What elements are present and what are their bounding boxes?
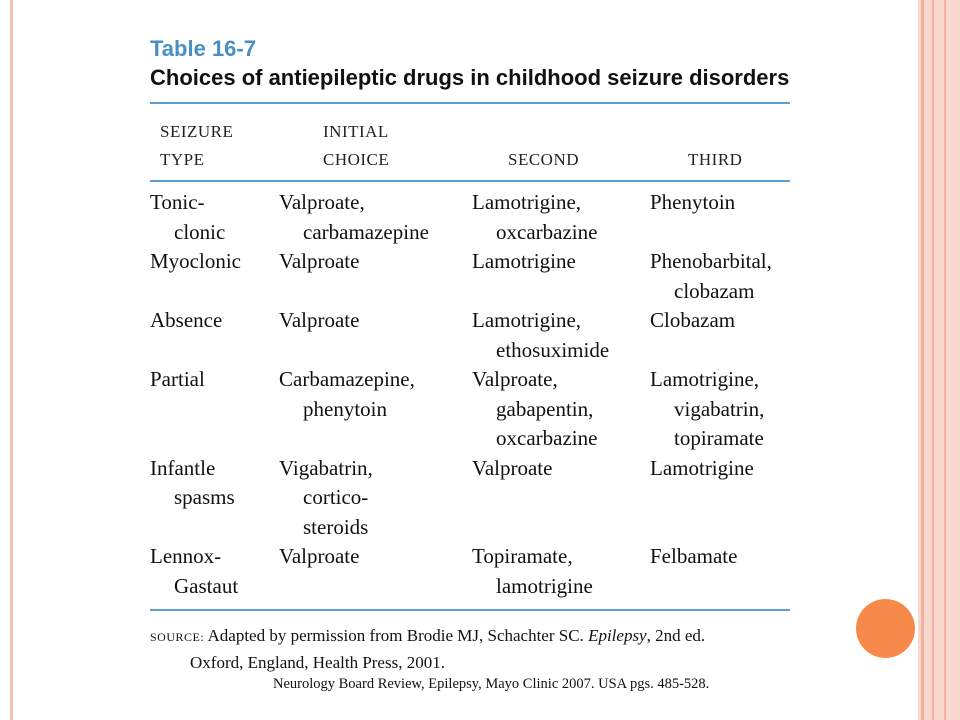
table-cell [472, 365, 650, 454]
table-cell [472, 306, 650, 365]
column-header [279, 118, 472, 174]
cell-line: ethosuximide [496, 337, 610, 362]
cell-line: Tonic- [150, 190, 205, 214]
cell-line: Absence [150, 308, 223, 332]
cell-line: Felbamate [650, 544, 738, 568]
cell-line: phenytoin [303, 396, 387, 421]
cell-line: carbamazepine [303, 219, 429, 244]
table-cell [150, 247, 279, 306]
column-header [150, 118, 279, 174]
cell-line: Valproate [472, 455, 553, 480]
cell-line: Lamotrigine [650, 455, 754, 480]
table-cell [279, 454, 472, 543]
cell-line: Valproate, [472, 367, 558, 391]
source-label: SOURCE: [150, 630, 205, 644]
cell-line: Vigabatrin, [279, 455, 373, 480]
slide-frame-left [10, 0, 13, 720]
cell-line: Myoclonic [150, 249, 241, 273]
column-header [472, 118, 650, 174]
cell-line: Clobazam [650, 308, 736, 332]
cell-line: Lamotrigine, [472, 190, 582, 214]
column-header-line [508, 118, 650, 146]
column-header-line: CHOICE [323, 150, 390, 169]
column-header-line: SEIZURE [160, 122, 234, 141]
cell-line: Phenobarbital, [650, 249, 772, 273]
cell-line: Lamotrigine, [650, 367, 760, 391]
table-row [150, 188, 790, 247]
cell-line: Partial [150, 367, 205, 391]
column-header-line: TYPE [160, 150, 205, 169]
cell-line: cortico- [303, 485, 369, 509]
table-cell [150, 542, 279, 601]
table-cell [472, 247, 650, 306]
column-header-line: SECOND [508, 150, 580, 169]
cell-line: spasms [174, 485, 235, 509]
cell-line: oxcarbazine [496, 426, 598, 450]
table-cell [650, 542, 790, 601]
source-edition: , 2nd ed. [646, 626, 706, 645]
table-cell [279, 247, 472, 306]
table-cell [150, 454, 279, 543]
table-cell [472, 188, 650, 247]
citation-text: Neurology Board Review, Epilepsy, Mayo Clinic 2007. USA pgs. 485-528. [273, 676, 710, 692]
table-cell [650, 306, 790, 365]
cell-line: oxcarbazine [496, 219, 598, 244]
column-header-line [688, 118, 790, 146]
decorative-circle [856, 599, 915, 658]
table-cell [279, 542, 472, 601]
cell-line: Valproate [279, 249, 360, 273]
cell-line: topiramate [674, 426, 764, 450]
cell-line: Lamotrigine [472, 249, 576, 273]
table-cell [150, 188, 279, 247]
table-source-note [150, 623, 790, 676]
cell-line: vigabatrin, [674, 396, 765, 421]
column-header [650, 118, 790, 174]
table-header-rule [150, 180, 790, 182]
cell-line: Gastaut [174, 573, 239, 598]
slide-frame-right [918, 0, 960, 720]
cell-line: Phenytoin [650, 190, 736, 214]
cell-line: Valproate [279, 308, 360, 332]
frame-stripe [921, 0, 924, 720]
table-header-row [150, 104, 790, 180]
source-book-title: Epilepsy [588, 626, 647, 645]
cell-line: gabapentin, [496, 396, 594, 421]
table-cell [472, 542, 650, 601]
source-text: Adapted by permission from Brodie MJ, Schachter SC. [204, 626, 589, 645]
table-figure [150, 36, 790, 676]
table-cell [279, 188, 472, 247]
cell-line: Lennox- [150, 544, 222, 568]
frame-stripe [932, 0, 934, 720]
cell-line: clobazam [674, 278, 755, 303]
cell-line: Infantle [150, 455, 216, 480]
column-header-line: THIRD [688, 150, 743, 169]
cell-line: Topiramate, [472, 544, 573, 568]
table-row [150, 454, 790, 543]
table-row [150, 542, 790, 601]
source-publisher: Oxford, England, Health Press, 2001. [190, 653, 445, 672]
table-cell [150, 365, 279, 454]
table-title: Choices of antiepileptic drugs in childhood seizure disorders [150, 65, 790, 90]
table-cell [279, 365, 472, 454]
table-cell [472, 454, 650, 543]
table-body [150, 188, 790, 601]
table-cell [150, 306, 279, 365]
cell-line: Valproate, [279, 190, 365, 214]
table-cell [279, 306, 472, 365]
table-cell [650, 188, 790, 247]
cell-line: clonic [174, 219, 226, 244]
cell-line: Carbamazepine, [279, 367, 415, 391]
table-cell [650, 454, 790, 543]
table-cell [650, 247, 790, 306]
frame-stripe [944, 0, 946, 720]
table-row [150, 247, 790, 306]
cell-line: Valproate [279, 544, 360, 568]
table-row [150, 306, 790, 365]
column-header-line: INITIAL [323, 122, 389, 141]
cell-line: steroids [303, 514, 369, 539]
cell-line: Lamotrigine, [472, 308, 582, 332]
table-number: Table 16-7 [150, 36, 256, 61]
cell-line: lamotrigine [496, 573, 593, 598]
table-cell [650, 365, 790, 454]
table-row [150, 365, 790, 454]
table-bottom-rule [150, 609, 790, 611]
